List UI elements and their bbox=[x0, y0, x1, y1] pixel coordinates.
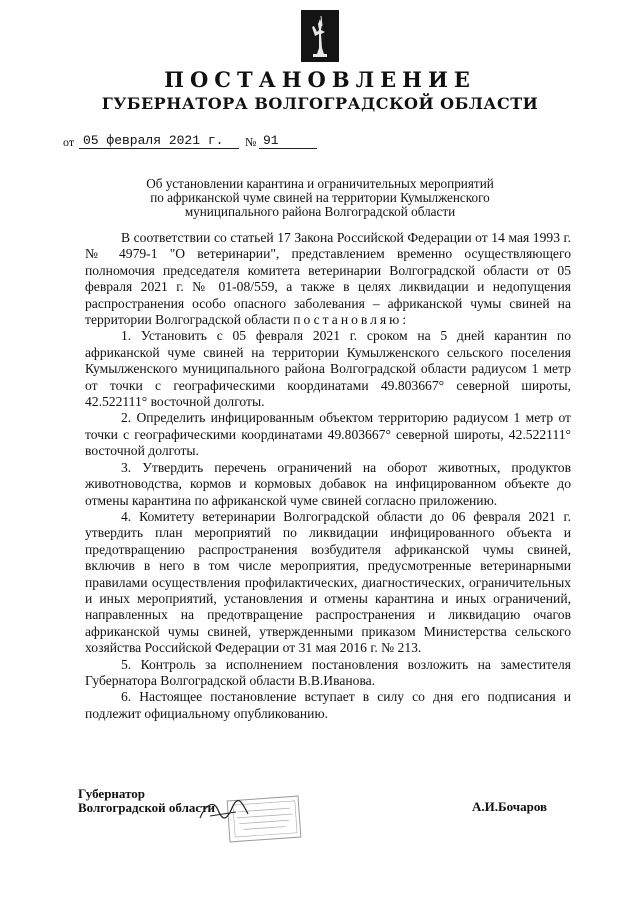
date-label: от bbox=[63, 135, 75, 149]
number-value: 91 bbox=[259, 132, 317, 149]
clause-paragraph: 3. Утвердить перечень ограничений на оборот животных, продуктов животноводства, кормов и кормовых добавок на инфицированном объекте до отмены карантина по африканской чуме свиней согласно приложению. bbox=[85, 459, 571, 508]
signature-icon bbox=[196, 796, 252, 826]
document-meta bbox=[63, 132, 463, 152]
heading-line: по африканской чуме свиней на территории Кумылженского bbox=[150, 190, 490, 205]
signatory-position bbox=[78, 787, 215, 815]
document-body bbox=[85, 230, 571, 722]
preamble-paragraph bbox=[85, 230, 571, 328]
clause-paragraph: 1. Установить с 05 февраля 2021 г. сроком на 5 дней карантин по африканской чуме свиней на территории Кумылженского сельского поселения Кумылженского муниципального района Волгоградской области радиусом 1 метр от точки с географическими координатами 49.803667° северной широты, 42.522111° восточной долготы. bbox=[85, 328, 571, 410]
position-line: Волгоградской области bbox=[78, 800, 216, 815]
number-label: № bbox=[245, 135, 257, 149]
date-value: 05 февраля 2021 г. bbox=[79, 132, 239, 149]
document-title: ПОСТАНОВЛЕНИЕ bbox=[164, 67, 476, 92]
emblem-icon bbox=[301, 10, 339, 62]
decree-word: постановляю: bbox=[293, 312, 410, 328]
preamble-text: В соответствии со статьей 17 Закона Российской Федерации от 14 мая 1993 г. № 4979-1 "О ветеринарии", представлением временно осуществляющего полномочия председателя комитета ветеринарии Волгоградской области от 05 февраля 2021 г. № 01-08/559, а также в целях ликвидации и недопущения распространения особо опасного заболевания – африканской чумы свиней на территории Волгоградской области bbox=[85, 230, 571, 328]
clause-paragraph: 4. Комитету ветеринарии Волгоградской области до 06 февраля 2021 г. утвердить план мероприятий по ликвидации инфицированного объекта и предотвращению распространения возбудителя африканской чумы свиней, включив в него в том числе мероприятия, предусмотренные ветеринарными правилами осуществления профилактических, диагностических, ограничительных и иных мероприятий, установления и отмены карантина и иных ограничений, направленных на предотвращение распространения и ликвидацию очагов африканской чумы свиней, утвержденными приказом Министерства сельского хозяйства Российской Федерации от 31 мая 2016 г. № 213. bbox=[85, 508, 571, 656]
document-heading bbox=[110, 177, 530, 219]
clause-paragraph: 5. Контроль за исполнением постановления возложить на заместителя Губернатора Волгоградской области В.В.Иванова. bbox=[85, 656, 571, 688]
clause-paragraph: 2. Определить инфицированным объектом территорию радиусом 1 метр от точки с географическими координатами 49.803667° северной широты, 42.522111° восточной долготы. bbox=[85, 410, 571, 459]
heading-line: муниципального района Волгоградской области bbox=[184, 204, 456, 219]
clause-paragraph: 6. Настоящее постановление вступает в силу со дня его подписания и подлежит официальному опубликованию. bbox=[85, 689, 571, 721]
position-line: Губернатор bbox=[78, 786, 146, 801]
heading-line: Об установлении карантина и ограничительных мероприятий bbox=[146, 176, 494, 191]
signatory-name: А.И.Бочаров bbox=[472, 799, 548, 814]
document-subtitle: ГУБЕРНАТОРА ВОЛГОГРАДСКОЙ ОБЛАСТИ bbox=[101, 94, 539, 113]
